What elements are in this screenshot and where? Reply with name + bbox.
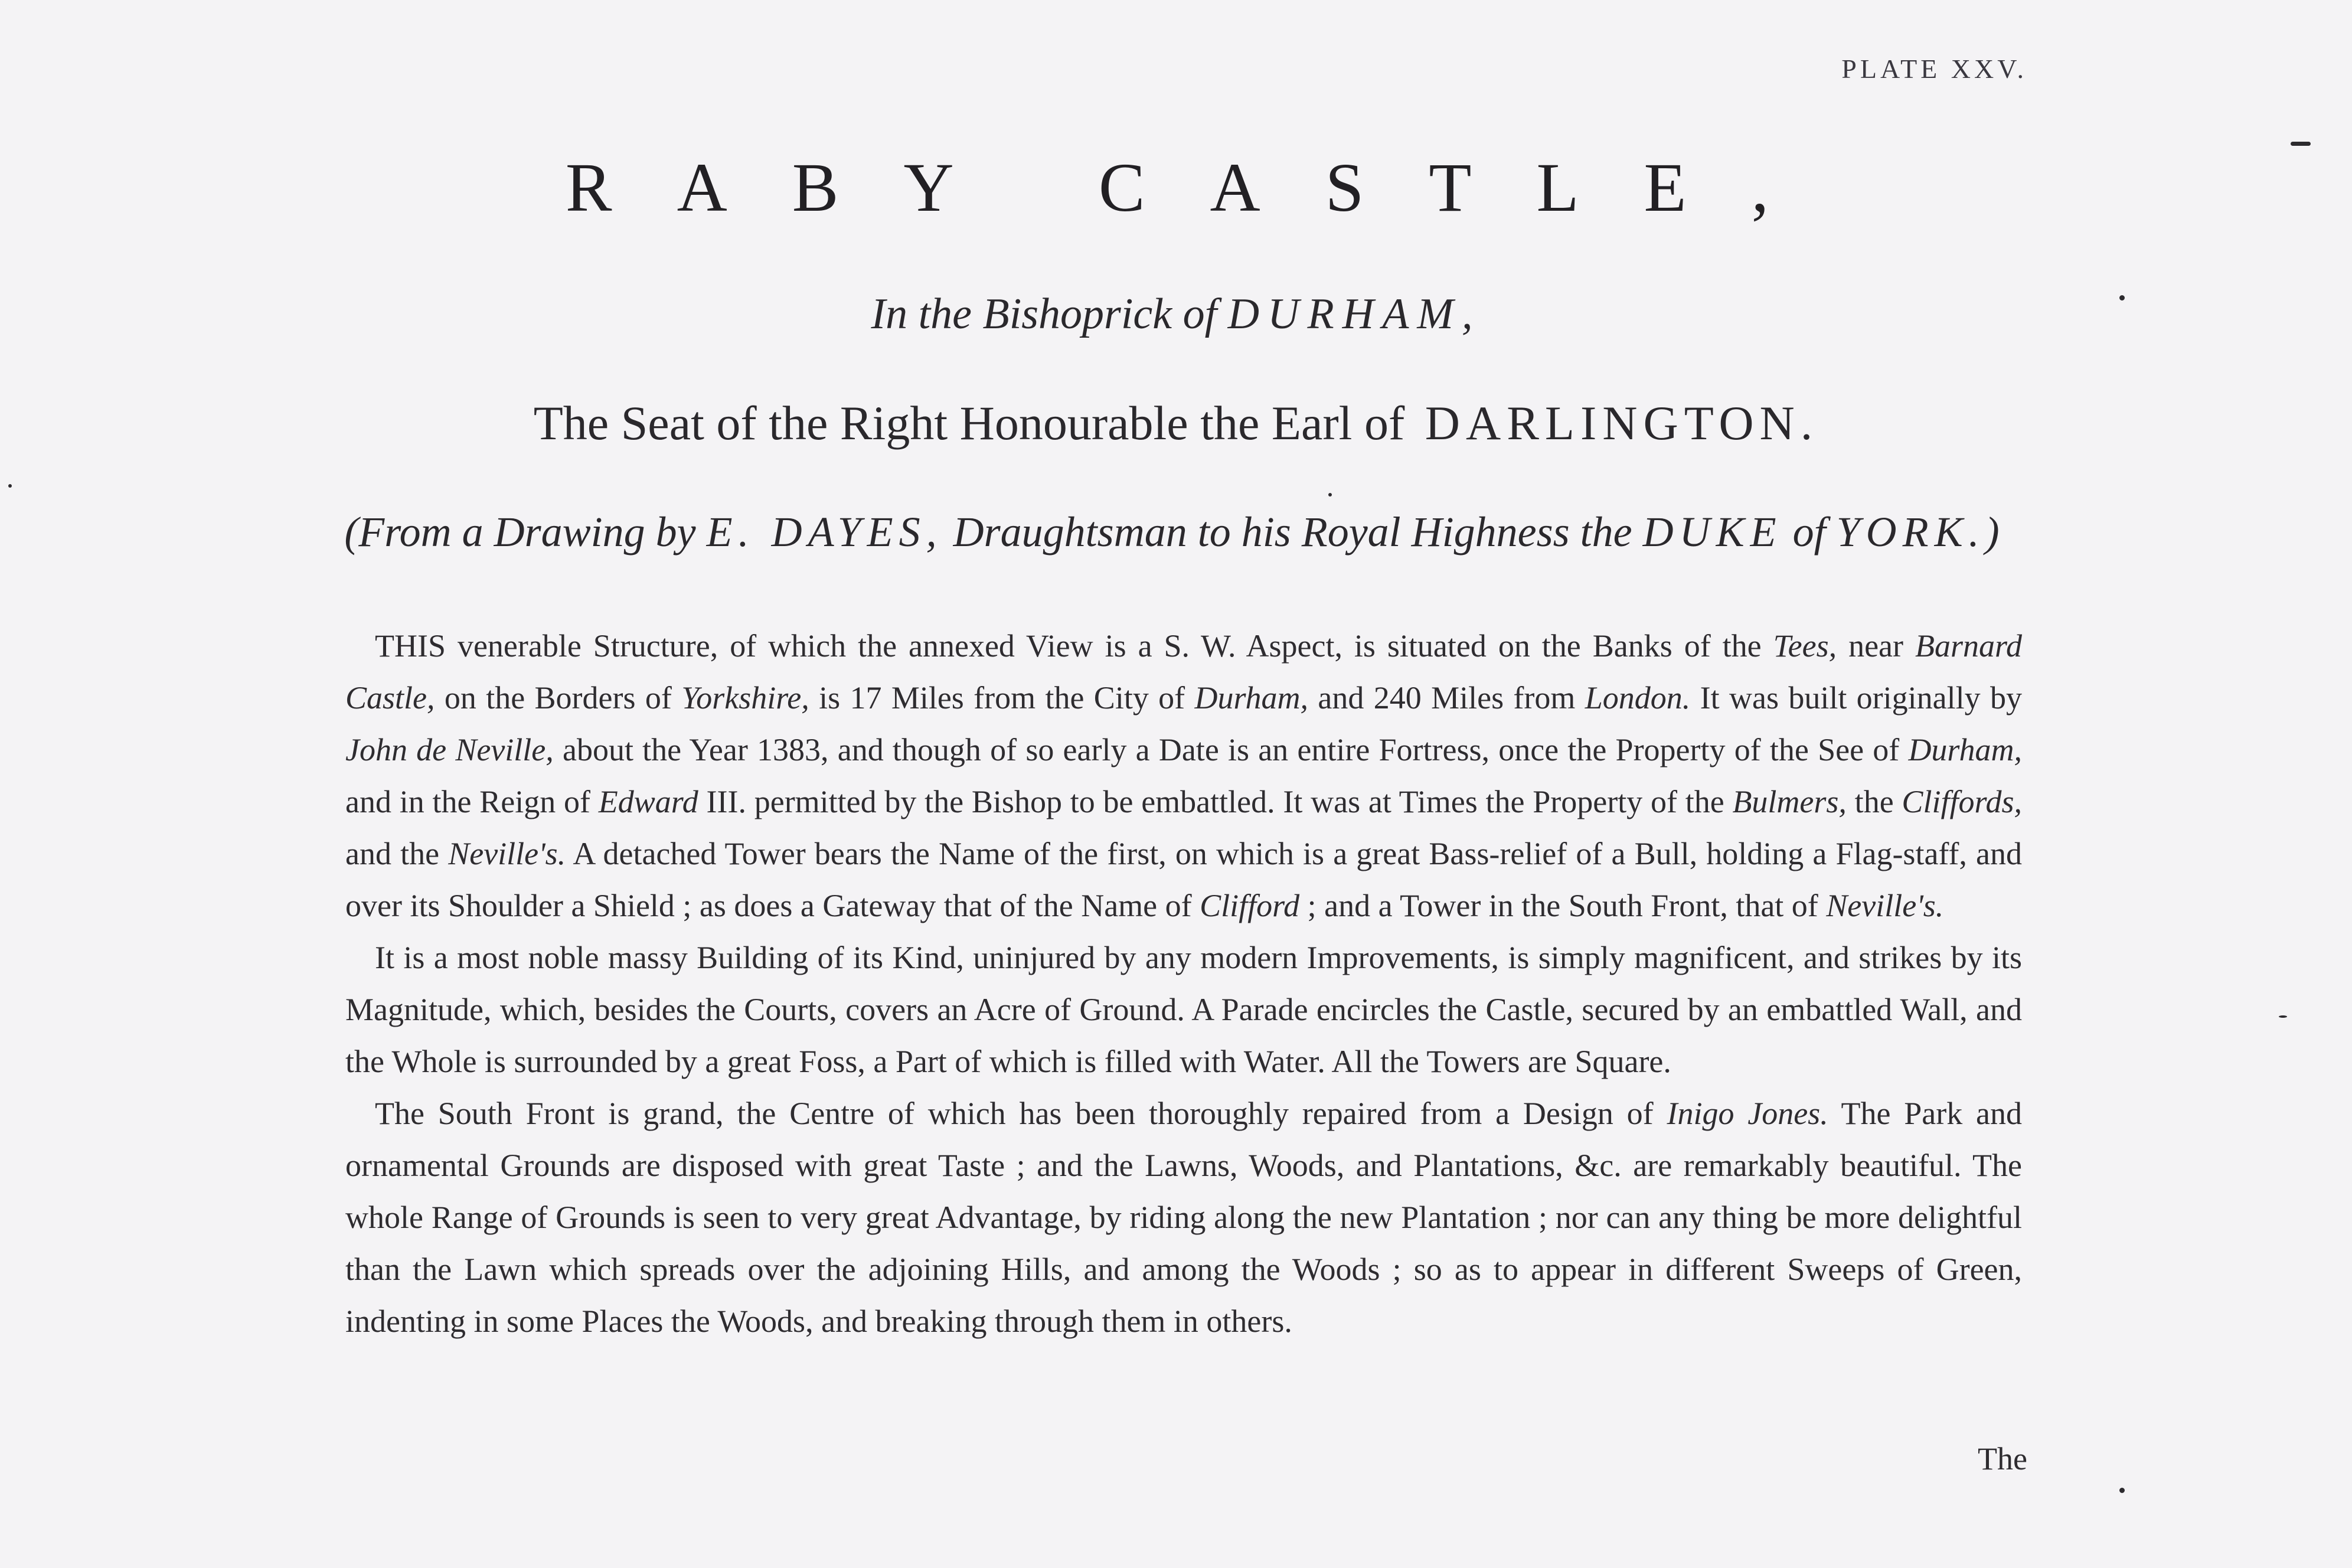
page-title: RABY CASTLE,	[565, 149, 1834, 226]
attribution-part2: Draughtsman to his Royal Highness the	[953, 508, 1632, 556]
subtitle-attribution	[319, 508, 2031, 557]
attribution-of: of	[1792, 508, 1826, 556]
p1-bulmers: Bulmers,	[1732, 784, 1847, 819]
p3-text-a: The South Front is grand, the Centre of which has been thoroughly repaired from a Design of	[375, 1096, 1667, 1131]
subtitle-location-prefix: In the Bishoprick of	[871, 290, 1217, 338]
p1-text-i: III. permitted by the Bishop to be embattled. It was at Times the Property of the	[698, 784, 1733, 819]
p1-cliffords: Cliffords,	[1902, 784, 2022, 819]
p1-nevilles: Neville's.	[448, 836, 566, 871]
p1-text-e: and 240 Miles from	[1308, 680, 1585, 716]
attribution-part1: (From a Drawing by	[344, 508, 696, 556]
ink-speck	[1328, 493, 1332, 496]
ink-speck	[8, 484, 12, 488]
subtitle-location	[0, 289, 2352, 339]
subtitle-location-place: DURHAM,	[1227, 290, 1481, 338]
subtitle-seat	[0, 396, 2352, 451]
ink-speck	[2291, 142, 2311, 146]
p1-edward: Edward	[598, 784, 698, 819]
p1-yorkshire: Yorkshire,	[681, 680, 809, 716]
subtitle-seat-prefix: The Seat of the Right Honourable the Earl of	[533, 396, 1405, 450]
p1-text-f: It was built originally by	[1690, 680, 2022, 716]
p1-nevilles-2: Neville's.	[1826, 888, 1944, 923]
paragraph-3	[345, 1087, 2022, 1347]
p1-text-d: is 17 Miles from the City of	[809, 680, 1195, 716]
p1-text-j: the	[1846, 784, 1902, 819]
p1-durham-2: Durham,	[1908, 732, 2022, 767]
p1-barnard-castle: Barnard Castle,	[345, 628, 2022, 716]
ink-speck	[2119, 295, 2125, 300]
subtitle-seat-name: DARLINGTON.	[1425, 396, 1819, 450]
plate-label: PLATE XXV.	[1841, 54, 2027, 84]
attribution-artist: E. DAYES,	[706, 508, 943, 556]
p1-london: London.	[1585, 680, 1691, 716]
attribution-duke: DUKE	[1642, 508, 1782, 556]
p1-text-m: ; and a Tower in the South Front, that of	[1299, 888, 1827, 923]
p1-text-k: and the	[345, 836, 449, 871]
p1-john-de-neville: John de Neville,	[345, 732, 554, 767]
paragraph-2: It is a most noble massy Building of its Kind, uninjured by any modern Improvements, is simply magnificent, and strikes by its Magnitude, which, besides the Courts, covers an Acre of Ground. A Parade encircles the Castle, secured by an embattled Wall, and the Whole is surrounded by a great Foss, a Part of which is filled with Water. All the Towers are Square.	[345, 940, 2022, 1079]
catchword: The	[1978, 1441, 2027, 1476]
attribution-york: YORK.)	[1836, 508, 2005, 556]
p1-text-b: near	[1837, 628, 1915, 664]
paragraph-1	[345, 620, 2022, 932]
p1-text-g: about the Year 1383, and though of so early a Date is an entire Fortress, once the Property of the See of	[553, 732, 1909, 767]
p1-text-a: THIS venerable Structure, of which the annexed View is a S. W. Aspect, is situated on the Banks of the	[375, 628, 1773, 664]
p1-text-l: A detached Tower bears the Name of the first, on which is a great Bass-relief of a Bull, holding a Flag-staff, and over its Shoulder a Shield ; as does a Gateway that of the Name of	[345, 836, 2022, 923]
ink-speck	[2119, 1488, 2125, 1493]
body-text	[345, 620, 2022, 1347]
p1-text-c: on the Borders of	[435, 680, 682, 716]
p3-inigo-jones: Inigo Jones.	[1667, 1096, 1828, 1131]
p1-text-h: and in the Reign of	[345, 784, 599, 819]
p1-tees: Tees,	[1773, 628, 1837, 664]
ink-speck	[2279, 1015, 2287, 1018]
p3-text-b: The Park and ornamental Grounds are disposed with great Taste ; and the Lawns, Woods, and Plantations, &c. are remarkably beautiful. The whole Range of Grounds is seen to very great Advantage, by riding along the new Plantation ; nor can any thing be more delightful than the Lawn which spreads over the adjoining Hills, and among the Woods ; so as to appear in different Sweeps of Green, indenting in some Places the Woods, and breaking through them in others.	[345, 1096, 2023, 1339]
p1-clifford: Clifford	[1200, 888, 1300, 923]
p1-durham: Durham,	[1194, 680, 1309, 716]
